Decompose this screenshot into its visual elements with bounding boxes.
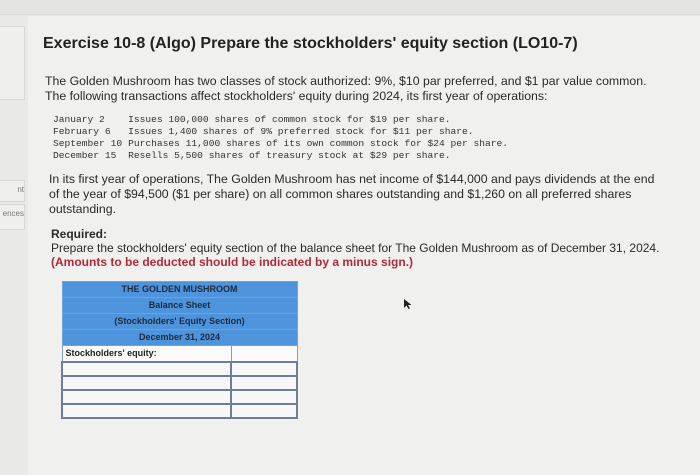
account-input[interactable] [62,390,231,404]
transactions-table [53,114,514,162]
transaction-text: Resells 5,500 shares of treasury stock at $29 per share. [128,150,451,161]
sheet-section: (Stockholders' Equity Section) [62,314,297,330]
label-amount-cell [231,346,297,363]
transaction-text: Issues 100,000 shares of common stock for $19 per share. [128,114,451,125]
transaction-text: Purchases 11,000 shares of its own common stock for $24 per share. [128,138,509,149]
amount-input[interactable] [231,404,297,418]
stockholders-equity-label: Stockholders' equity: [62,346,231,363]
mouse-cursor-icon [403,298,413,310]
transaction-row [53,150,514,162]
sheet-date: December 31, 2024 [62,330,297,346]
transaction-date: December 15 [53,150,117,161]
transaction-text: Issues 1,400 shares of 9% preferred stock for $11 per share. [128,126,474,137]
top-bar [0,0,700,15]
exercise-content [28,16,700,475]
transaction-date: January 2 [53,114,105,125]
required-note: (Amounts to be deducted should be indicated by a minus sign.) [51,255,414,269]
transaction-row [53,114,514,126]
amount-input[interactable] [231,376,297,390]
amount-input[interactable] [231,390,297,404]
transaction-date: September 10 [53,138,123,149]
account-input[interactable] [62,362,231,376]
sidebar-item[interactable] [0,180,25,202]
transaction-date: February 6 [53,126,111,137]
intro-text: The Golden Mushroom has two classes of stock authorized: 9%, $10 par preferred, and $1 par value common. The following transactions affect stockholders' equity during 2024, its first year of operations: [45,74,647,103]
balance-sheet-table [61,281,298,419]
required-section [51,227,676,269]
required-text: Prepare the stockholders' equity section of the balance sheet for The Golden Mushroom as of December 31, 2024. [51,241,660,255]
account-input[interactable] [62,404,231,418]
required-heading: Required: [51,227,108,241]
transaction-row [53,138,514,150]
sheet-statement: Balance Sheet [62,298,297,314]
operations-paragraph: In its first year of operations, The Golden Mushroom has net income of $144,000 and pays dividends at the end of the year of $94,500 ($1 per share) on all common shares outstanding and $1,260 on all preferred shares outstanding. [49,172,655,216]
sidebar-item-label: nt [17,185,24,194]
transaction-row [53,126,514,138]
account-input[interactable] [62,376,231,390]
amount-input[interactable] [231,362,297,376]
sidebar-panel [0,26,25,100]
sheet-company: THE GOLDEN MUSHROOM [62,282,297,298]
sidebar-item-references[interactable] [0,204,25,230]
exercise-title: Exercise 10-8 (Algo) Prepare the stockholders' equity section (LO10-7) [43,35,578,52]
sidebar-item-label: ences [2,209,24,218]
